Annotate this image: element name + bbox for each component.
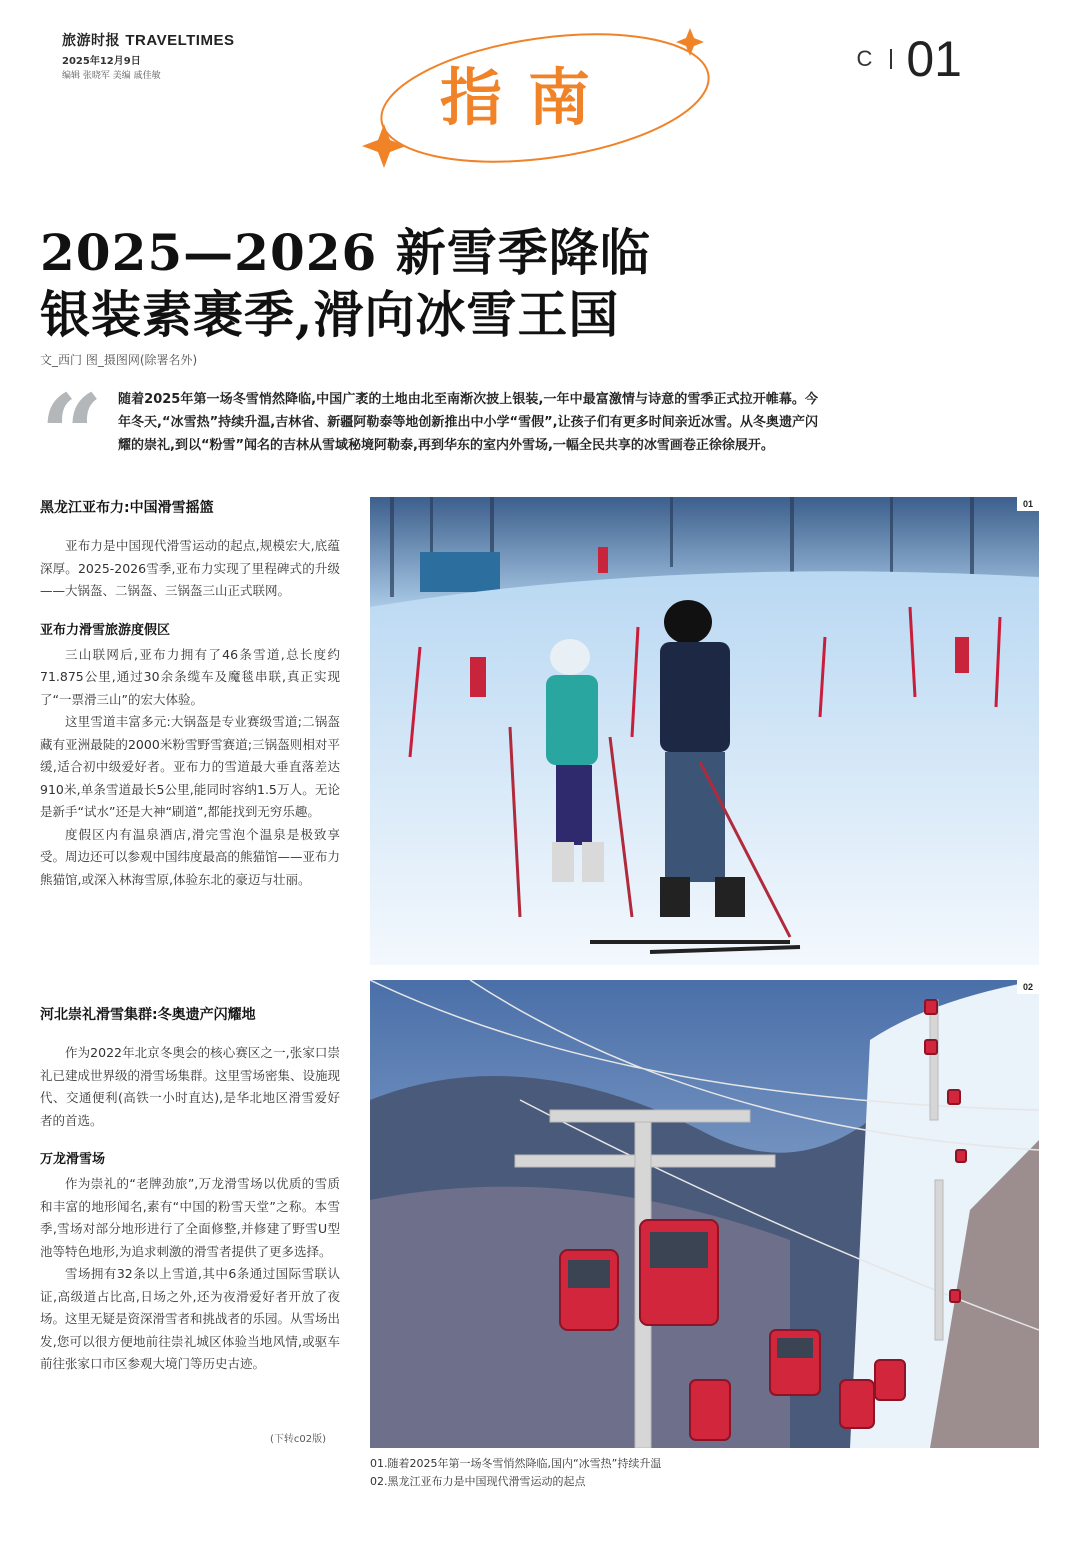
newspaper-name [62,30,234,50]
issue-date: 2025年12月9日 [62,56,141,67]
page-number-value: 01 [906,31,962,87]
photo-captions [370,1455,661,1491]
paragraph: 作为崇礼的“老牌劲旅”,万龙滑雪场以优质的雪质和丰富的地形闻名,素有“中国的粉雪天堂”之称。本雪季,雪场对部分地形进行了全面修整,并修建了野雪U型池等特色地形,为追求刺激的滑雪者提供了更多选择。 [40,1176,340,1259]
section-title: 指南 [440,61,617,134]
byline: 文_西门 图_摄图网(除署名外) [40,353,198,367]
headline [40,222,1040,346]
quote-mark-icon: “ [40,370,104,499]
masthead [62,30,234,81]
section-letter: C [856,46,877,71]
caption-2: 02.黑龙江亚布力是中国现代滑雪运动的起点 [370,1475,586,1488]
section-heading: 河北崇礼滑雪集群:冬奥遗产闪耀地 [40,1007,256,1023]
paragraph: 雪场拥有32条以上雪道,其中6条通过国际雪联认证,高级道占比高,日场之外,还为夜滑爱好者开放了夜场。这里无疑是资深滑雪者和挑战者的乐园。从雪场出发,您可以很方便地前往崇礼城区体验当地风情,或驱车前往张家口市区参观大境门等历史古迹。 [40,1266,341,1371]
photo-number: 01 [1017,497,1039,511]
newspaper-name-cn: 旅游时报 [62,33,120,49]
editors-line: 编辑 张晓军 美编 戚佳敏 [62,71,161,81]
sparkle-icon [362,124,406,168]
section-heading: 黑龙江亚布力:中国滑雪摇篮 [40,500,214,516]
photo-gondolas [370,980,1039,1448]
headline-line-1: 2025—2026 新雪季降临 [40,223,651,282]
paragraph: 作为2022年北京冬奥会的核心赛区之一,张家口崇礼已建成世界级的滑雪场集群。这里雪场密集、设施现代、交通便利(高铁一小时直达),是华北地区滑雪爱好者的首选。 [40,1045,341,1128]
subheading: 亚布力滑雪旅游度假区 [40,622,171,638]
paragraph: 度假区内有温泉酒店,滑完雪泡个温泉是极致享受。周边还可以参观中国纬度最高的熊猫馆——亚布力熊猫馆,或深入林海雪原,体验东北的豪迈与壮丽。 [40,826,341,887]
photo-skiers-illustration [370,497,1039,965]
photo-skiers [370,497,1039,965]
page-number [856,30,962,88]
headline-line-2: 银装素裹季,滑向冰雪王国 [40,285,620,344]
lead-paragraph: 随着2025年第一场冬雪悄然降临,中国广袤的土地由北至南渐次披上银装,一年中最富激情与诗意的雪季正式拉开帷幕。今年冬天,“冰雪热”持续升温,吉林省、新疆阿勒泰等地创新推出中小学“雪假”,让孩子们有更多时间亲近冰雪。从冬奥遗产闪耀的崇礼,到以“粉雪”闻名的吉林从雪域秘境阿勒泰,再到华东的室内外雪场,一幅全民共享的冰雪画卷正徐徐展开。 [118,392,818,453]
caption-1: 01.随着2025年第一场冬雪悄然降临,国内“冰雪热”持续升温 [370,1457,662,1470]
subheading: 万龙滑雪场 [40,1152,106,1167]
page-divider [890,49,892,69]
newspaper-name-en: TRAVELTIMES [125,32,235,49]
continued-note: (下转c02版) [270,1434,327,1445]
article-column-2 [40,1004,340,1376]
paragraph: 这里雪道丰富多元:大锅盔是专业赛级雪道;二锅盔藏有亚洲最陡的2000米粉雪野雪赛道;三锅盔则相对平缓,适合初中级爱好者。亚布力的雪道最大垂直落差达910米,单条雪道最长5公里,能同时容纳1.5万人。无论是新手“试水”还是大神“刷道”,都能找到无穷乐趣。 [40,714,340,819]
sparkle-icon [676,28,704,56]
paragraph: 亚布力是中国现代滑雪运动的起点,规模宏大,底蕴深厚。2025-2026雪季,亚布力实现了里程碑式的升级——大锅盔、二锅盔、三锅盔三山正式联网。 [40,538,340,598]
photo-number: 02 [1017,980,1039,994]
paragraph: 三山联网后,亚布力拥有了46条雪道,总长度约71.875公里,通过30余条缆车及魔毯串联,真正实现了“一票滑三山”的宏大体验。 [40,646,340,707]
photo-gondolas-illustration [370,980,1039,1448]
article-column [40,497,340,891]
